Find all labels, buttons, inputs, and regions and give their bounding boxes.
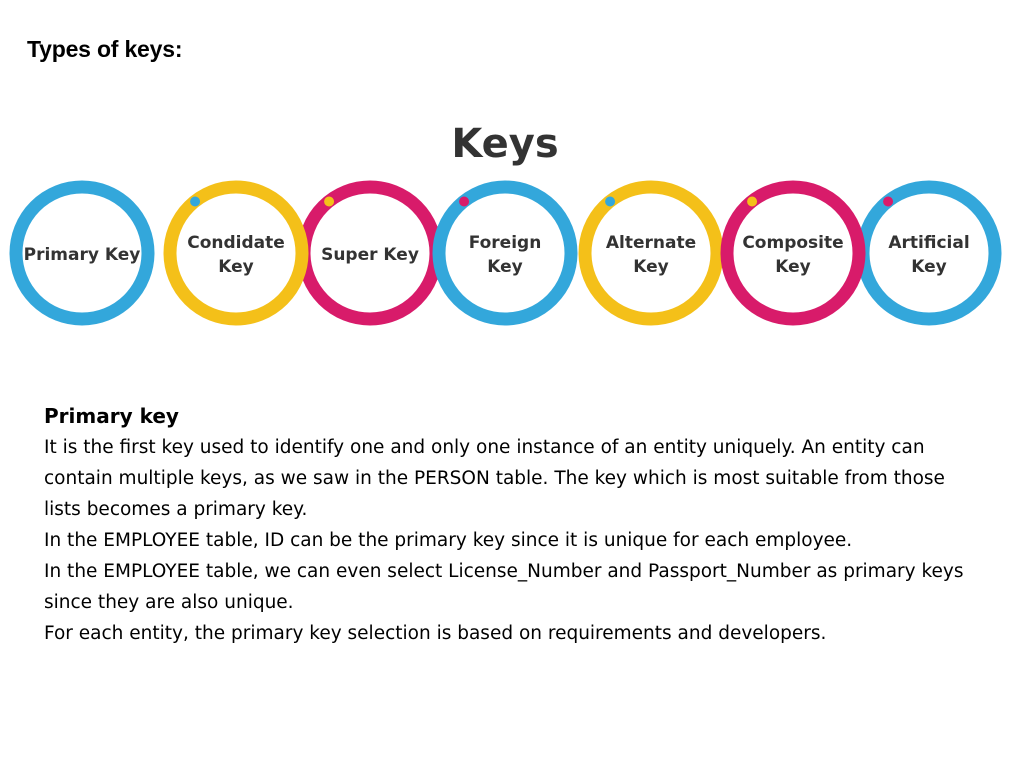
slide-title: Types of keys: <box>27 36 183 62</box>
content-block <box>44 402 984 649</box>
ring-label: Key <box>218 257 254 277</box>
key-ring <box>585 187 717 319</box>
paragraph-4: For each entity, the primary key selection is based on requirements and developers. <box>44 623 827 644</box>
key-ring <box>439 187 571 319</box>
ring-accent-dot <box>605 197 615 207</box>
ring-label: Key <box>633 257 669 277</box>
ring-label: Artificial <box>888 233 970 253</box>
ring-label: Foreign <box>468 233 542 253</box>
key-ring <box>727 187 859 319</box>
rings-group <box>16 187 995 319</box>
ring-circle <box>585 187 717 319</box>
ring-accent-dot <box>747 197 757 207</box>
keys-diagram <box>0 105 1024 350</box>
ring-label: Alternate <box>605 233 697 253</box>
ring-circle <box>727 187 859 319</box>
ring-accent-dot <box>883 197 893 207</box>
paragraph-1: It is the first key used to identify one and only one instance of an entity uniquely. An entity can contain multiple keys, as we saw in the PERSON table. The key which is most suitable from those lists becomes a primary key. <box>44 437 945 520</box>
ring-label: Key <box>775 257 811 277</box>
ring-label: Super Key <box>321 245 419 265</box>
diagram-heading: Keys <box>451 121 559 167</box>
ring-circle <box>170 187 302 319</box>
ring-label: Composite <box>742 233 844 253</box>
ring-label: Key <box>911 257 947 277</box>
paragraph-3: In the EMPLOYEE table, we can even select License_Number and Passport_Number as primary keys since they are also unique. <box>44 561 964 613</box>
key-ring <box>863 187 995 319</box>
ring-accent-dot <box>324 197 334 207</box>
ring-label: Primary Key <box>23 245 141 265</box>
ring-label: Key <box>487 257 523 277</box>
section-heading: Primary key <box>44 404 179 428</box>
ring-accent-dot <box>190 197 200 207</box>
ring-circle <box>439 187 571 319</box>
key-ring <box>16 187 148 319</box>
paragraph-2: In the EMPLOYEE table, ID can be the primary key since it is unique for each employee. <box>44 530 853 551</box>
ring-accent-dot <box>459 197 469 207</box>
key-ring <box>304 187 436 319</box>
key-ring <box>170 187 302 319</box>
ring-circle <box>863 187 995 319</box>
ring-label: Condidate <box>187 233 285 253</box>
